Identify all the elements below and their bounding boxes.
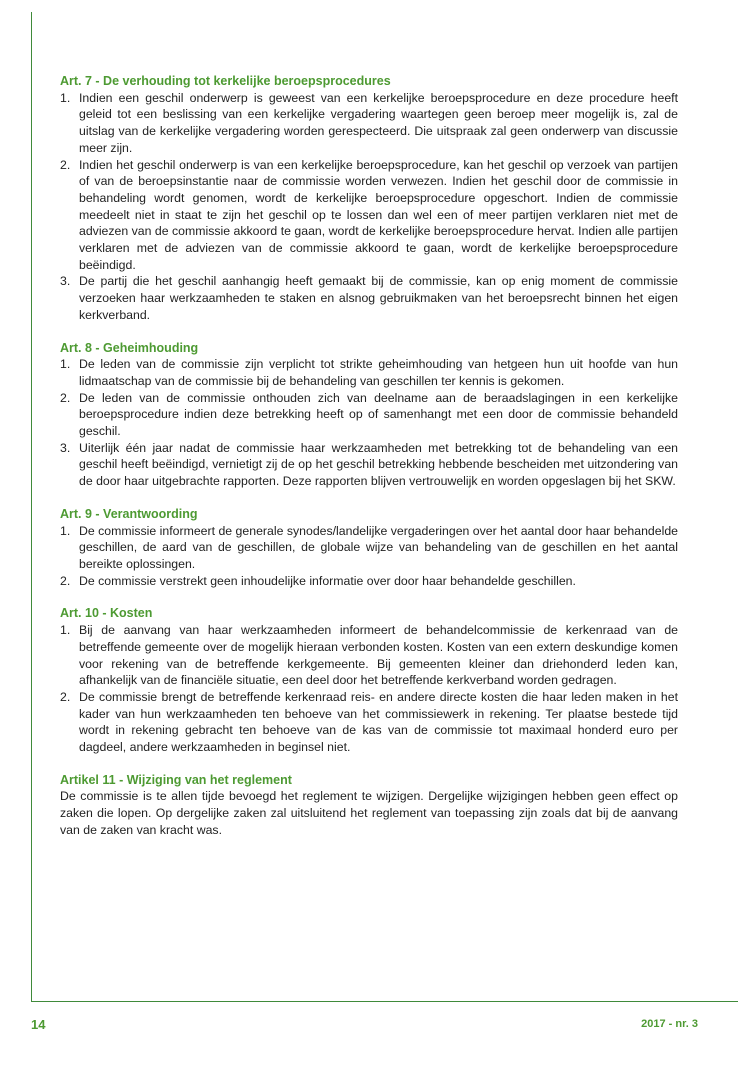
item-text: De leden van de commissie onthouden zich van deelname aan de beraadslagingen in een kerkelijke beroepsprocedure indien deze betrekking heeft op of samenhangt met een door de commissie behandeld geschil. (79, 390, 678, 439)
section-heading: Art. 8 - Geheimhouding (60, 340, 199, 355)
item-text: De commissie verstrekt geen inhoudelijke informatie over door haar behandelde geschillen. (79, 573, 576, 588)
item-text: Bij de aanvang van haar werkzaamheden informeert de behandelcommissie de kerkenraad van de betreffende gemeente over de mogelijk hieraan verbonden kosten. Kosten van een extern deskundige komen voor rekening van de betreffende kerkgemeente. Bij gemeenten kleiner dan driehonderd leden kan, afhankelijk van de financiële situatie, een deel door het betreffende kerkverband worden gedragen. (79, 623, 678, 688)
section-art7 (60, 73, 678, 324)
section-art11 (60, 772, 678, 839)
item-number: 3. (60, 440, 71, 455)
footer-rule (31, 1001, 738, 1002)
item-text: Indien het geschil onderwerp is van een kerkelijke beroepsprocedure, kan het geschil op verzoek van partijen of van de beroepsinstantie naar de commissie worden verwezen. Indien het geschil door de commissie in behandeling wordt genomen, wordt de kerkelijke beroepsprocedure opgeschort. Indien de commissie meedeelt niet in staat te zijn het geschil op te lossen dan wel een of meer partijen verklaren niet met de adviezen van de commissie akkoord te gaan, wordt de kerkelijke beroepsprocedure hervat. Indien alle partijen verklaren met de adviezen van de commissie akkoord te gaan, wordt de kerkelijke beroepsprocedure beëindigd. (79, 157, 678, 272)
document-body (60, 73, 678, 855)
item-text: De partij die het geschil aanhangig heeft gemaakt bij de commissie, kan op enig moment de commissie verzoeken haar werkzaamheden te staken en alsnog gebruikmaken van het beroepsrecht binnen het eigen kerkverband. (79, 274, 678, 322)
list-item (60, 90, 678, 157)
left-margin-rule (31, 12, 32, 1002)
list-item (60, 356, 678, 389)
section-art8 (60, 340, 678, 490)
item-number: 2. (60, 689, 71, 704)
list-item (60, 622, 678, 689)
item-list (60, 622, 678, 756)
section-art10 (60, 605, 678, 755)
section-art9 (60, 506, 678, 590)
section-paragraph: De commissie is te allen tijde bevoegd het reglement te wijzigen. Dergelijke wijzigingen hebben geen effect op zaken die lopen. Op dergelijke zaken zal uitsluitend het reglement van toepassing zijn zoals dat bij de aanvang van de zaken van kracht was. (60, 789, 678, 837)
section-heading: Art. 7 - De verhouding tot kerkelijke beroepsprocedures (60, 74, 391, 88)
list-item (60, 689, 678, 756)
item-text: Uiterlijk één jaar nadat de commissie haar werkzaamheden met betrekking tot de behandeling van een geschil heeft beëindigd, vernietigt zij de op het geschil betrekking hebbende bescheiden met uitzondering van de door haar uitgebrachte rapporten. Deze rapporten blijven vertrouwelijk en worden opgeslagen bij het SKW. (79, 440, 678, 489)
item-number: 1. (60, 623, 71, 638)
list-item (60, 273, 678, 323)
item-number: 1. (60, 523, 71, 538)
item-number: 2. (60, 390, 71, 405)
item-list (60, 523, 678, 590)
item-list (60, 90, 678, 324)
list-item (60, 573, 678, 590)
item-text: De commissie informeert de generale synodes/landelijke vergaderingen over het aantal door haar behandelde geschillen, de aard van de geschillen, de globale wijze van behandeling van de geschillen en het aantal bereikte oplossingen. (79, 523, 678, 571)
item-number: 1. (60, 357, 71, 372)
list-item (60, 523, 678, 573)
item-number: 2. (60, 157, 71, 172)
item-text: De leden van de commissie zijn verplicht tot strikte geheimhouding van hetgeen hun uit hoofde van hun lidmaatschap van de commissie bij de behandeling van geschillen ter kennis is gekomen. (79, 357, 678, 388)
item-text: Indien een geschil onderwerp is geweest van een kerkelijke beroepsprocedure en deze procedure heeft geleid tot een beslissing van een kerkelijke vergadering waartegen geen beroep meer mogelijk is, zal de uitslag van de kerkelijke vergadering worden gerespecteerd. Die uitspraak zal geen onderwerp van discussie meer zijn. (79, 90, 678, 155)
item-number: 3. (60, 274, 71, 289)
list-item (60, 440, 678, 490)
item-text: De commissie brengt de betreffende kerkenraad reis- en andere directe kosten die haar leden maken in het kader van hun werkzaamheden ten behoeve van het commissiewerk in rekening. Ter plaatse bestede tijd wordt in rekening gebracht ten behoeve van de kas van de commissie tot maximaal honderd euro per dagdeel, andere werkzaamheden in beginsel niet. (79, 689, 678, 755)
issue-label: 2017 - nr. 3 (641, 1018, 698, 1030)
section-heading: Art. 10 - Kosten (60, 606, 153, 621)
item-number: 1. (60, 90, 71, 105)
list-item (60, 157, 678, 274)
page-number: 14 (31, 1017, 46, 1032)
section-heading: Artikel 11 - Wijziging van het reglement (60, 772, 292, 787)
item-number: 2. (60, 573, 71, 588)
list-item (60, 390, 678, 440)
section-heading: Art. 9 - Verantwoording (60, 506, 198, 521)
item-list (60, 356, 678, 490)
